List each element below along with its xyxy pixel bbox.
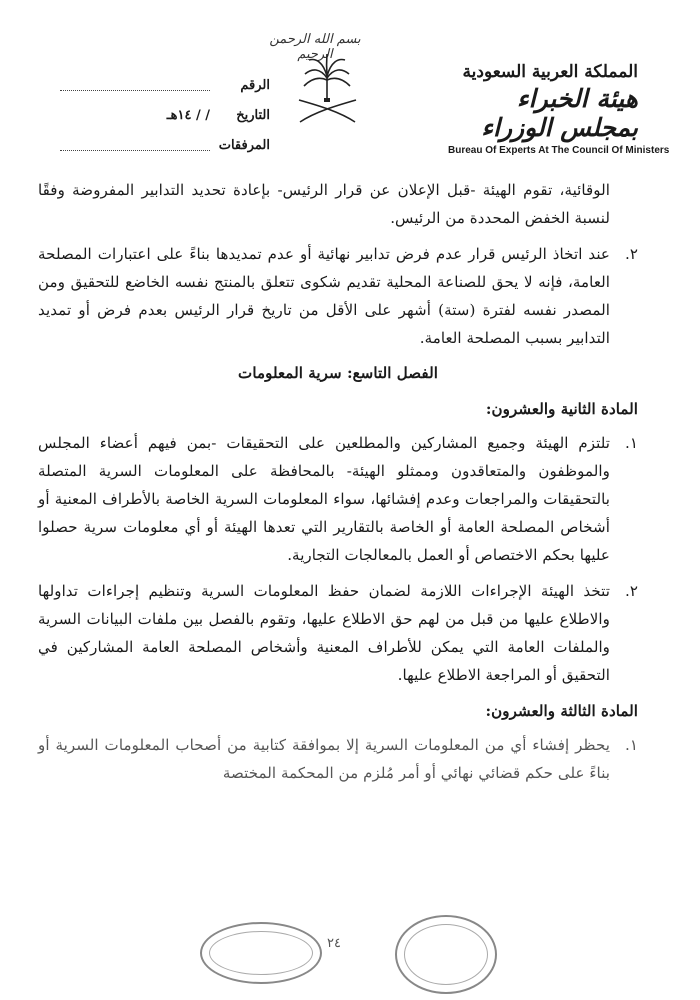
attachments-row: [60, 130, 270, 160]
date-label: التاريخ: [236, 107, 270, 123]
basmala: بسم الله الرحمن الرحيم: [269, 32, 361, 62]
bureau-name-arabic: هيئة الخبراء بمجلس الوزراء: [481, 84, 638, 142]
item-text: عند اتخاذ الرئيس قرار عدم فرض تدابير نهائية أو عدم تمديدها بناءً على اعتبارات المصلحة العامة، فإنه لا يحق للصناعة المحلية تقديم شكوى تتعلق بالمنتج نفسه الخاضع للتحقيق ومن المصدر نفسه لفترة (ستة) أشهر على الأقل من تاريخ قرار الرئيس بعدم فرض أو تمديد التدابير بسبب المصلحة العامة.: [38, 245, 610, 347]
saudi-emblem-icon: [290, 52, 365, 132]
paragraph-continuation: الوقائية، تقوم الهيئة -قبل الإعلان عن قرار الرئيس- بإعادة تحديد التدابير المفروضة وفقًا لنسبة الخفض المحددة من الرئيس.: [38, 181, 610, 227]
attachments-label: المرفقات: [218, 137, 270, 153]
list-item: [38, 240, 638, 352]
reference-dots: [60, 80, 210, 91]
page-number: ٢٤: [327, 936, 341, 951]
item-number: ١.: [625, 434, 638, 452]
date-value: / / ١٤هـ: [166, 107, 210, 123]
article-23-heading: المادة الثالثة والعشرون:: [485, 702, 638, 720]
item-number: ٢.: [625, 245, 638, 263]
official-stamp-right: [395, 915, 497, 994]
item-text: تلتزم الهيئة وجميع المشاركين والمطلعين على التحقيقات -بمن فيهم أعضاء المجلس والموظفون والمتعاقدون وممثلو الهيئة- بالمحافظة على المعلومات السرية المتصلة بالتحقيقات والمراجعات وعدم إفشائها، سواء المعلومات السرية الخاصة بالأطراف المعنية أو أشخاص المصلحة العامة أو الخاصة بالتقارير التي تعدها الهيئة أو أي معلومات سرية حصلوا عليها بحكم الاختصاص أو العمل بالمعالجات التجارية.: [38, 434, 610, 564]
official-stamp-left: [200, 922, 322, 984]
reference-row: [60, 70, 270, 100]
item-text: تتخذ الهيئة الإجراءات اللازمة لضمان حفظ المعلومات السرية وتنظيم إجراءات تداولها والاطلاع عليها من قبل من لهم حق الاطلاع عليها، وتقوم بالفصل بين ملفات البيانات السرية والملفات العامة التي يمكن للأطراف المعنية وأشخاص المصلحة العامة المشاركين في التحقيق أو المراجعة الاطلاع عليها.: [38, 582, 610, 684]
item-number: ٢.: [625, 582, 638, 600]
organization-header: [438, 62, 670, 156]
list-item: [38, 429, 638, 569]
item-number: ١.: [625, 736, 638, 754]
item-text: يحظر إفشاء أي من المعلومات السرية إلا بموافقة كتابية من أصحاب المعلومات السرية أو بناءً على حكم قضائي نهائي أو أمر مُلزم من المحكمة المختصة: [38, 736, 610, 782]
kingdom-name: المملكة العربية السعودية: [462, 62, 638, 82]
bureau-name-english: Bureau Of Experts At The Council Of Ministers: [448, 145, 670, 156]
reference-fields: [60, 70, 270, 160]
chapter-title: الفصل التاسع: سرية المعلومات: [238, 364, 438, 382]
list-item: [38, 731, 638, 787]
attachments-dots: [60, 140, 210, 151]
article-22-heading: المادة الثانية والعشرون:: [485, 400, 638, 418]
document-body: [38, 176, 638, 787]
reference-label: الرقم: [240, 77, 270, 93]
date-row: [60, 100, 270, 130]
list-item: [38, 577, 638, 689]
